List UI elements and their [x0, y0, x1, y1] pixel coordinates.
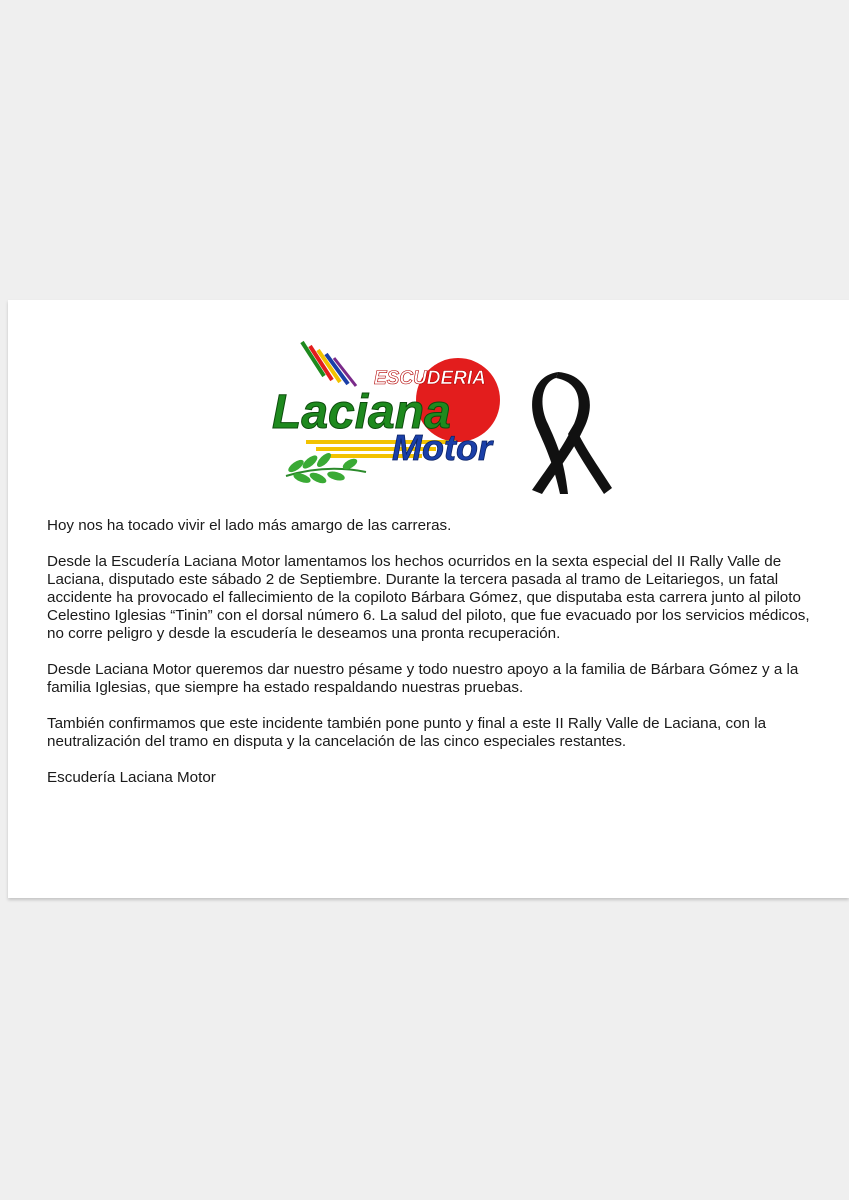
statement-card	[8, 300, 849, 898]
statement-paragraph-2: Desde Laciana Motor queremos dar nuestro pésame y todo nuestro apoyo a la familia de Bárbara Gómez y a la familia Iglesias, que siempre ha estado respaldando nuestras pruebas.	[47, 661, 799, 696]
statement-signature: Escudería Laciana Motor	[47, 769, 216, 786]
statement-body	[47, 517, 822, 805]
logo-word-motor: Motor	[392, 427, 492, 468]
logo-word-laciana: Laciana	[272, 386, 451, 439]
statement-paragraph-3: También confirmamos que este incidente también pone punto y final a este II Rally Valle de Laciana, con la neutralización del tramo en disputa y la cancelación de las cinco especiales restantes.	[47, 715, 767, 750]
logo-word-escuderia: ESCUDERIA	[374, 368, 486, 389]
logo-graphic	[266, 336, 536, 486]
mourning-ribbon-icon	[520, 370, 620, 496]
logo-speed-stripes	[302, 342, 356, 386]
statement-paragraph-1: Desde la Escudería Laciana Motor lamentamos los hechos ocurridos en la sexta especial del II Rally Valle de Laciana, disputado este sábado 2 de Septiembre. Durante la tercera pasada al tramo de Leitariegos, un fatal accidente ha provocado el fallecimiento de la copiloto Bárbara Gómez, que disputaba esta carrera junto al piloto Celestino Iglesias “Tinin” con el dorsal número 6. La salud del piloto, que fue evacuado por los servicios médicos, no corre peligro y desde la escudería le deseamos una pronta recuperación.	[47, 553, 810, 642]
statement-intro: Hoy nos ha tocado vivir el lado más amargo de las carreras.	[47, 517, 452, 534]
escuderia-laciana-motor-logo	[266, 336, 536, 486]
